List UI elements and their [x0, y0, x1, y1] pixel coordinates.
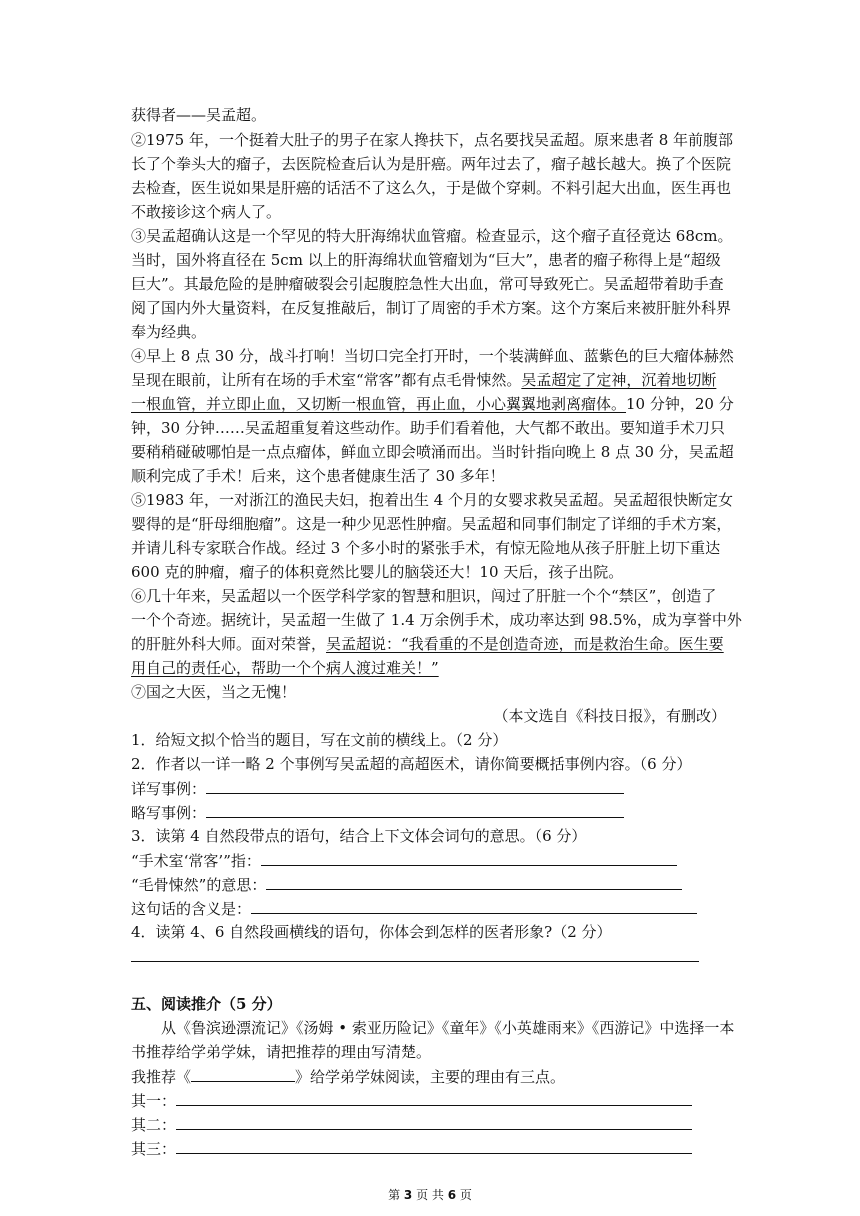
article-line: ⑥几十年来，吴孟超以一个医学科学家的智慧和胆识，闯过了肝脏一个个“禁区”，创造了	[131, 587, 717, 605]
answer-line	[131, 1090, 692, 1111]
recommend-prefix: 我推荐《	[131, 1068, 192, 1086]
answer-line	[131, 946, 699, 967]
article-line	[131, 394, 734, 414]
section-5-intro: 从《鲁滨逊漂流记》《汤姆 • 索亚历险记》《童年》《小英雄雨来》《西游记》中选择一本	[161, 1019, 735, 1037]
article-line: 婴得的是“肝母细胞瘤”。这是一种少见恶性肿瘤。吴孟超和同事们制定了详细的手术方案，	[131, 515, 732, 533]
recommend-suffix: 》给学弟学妹阅读，主要的理由有三点。	[295, 1068, 566, 1086]
answer-line	[131, 874, 682, 895]
dotted-phrase-text: 呈现在眼前，让所有在场的手术室“常客”都有点毛骨悚然。	[131, 371, 522, 389]
footer-text: 页	[456, 1188, 472, 1202]
section-5-intro: 书推荐给学弟学妹，请把推荐的理由写清楚。	[131, 1043, 432, 1061]
answer-label: 略写事例：	[131, 804, 207, 822]
article-line: 巨大”。其最危险的是肿瘤破裂会引起腹腔急性大出血，常可导致死亡。吴孟超带着助手查	[131, 275, 724, 293]
question-2: 2．作者以一详一略 2 个事例写吴孟超的高超医术，请你简要概括事例内容。（6 分）	[131, 755, 692, 773]
article-line: 要稍稍碰破哪怕是一点点瘤体，鲜血立即会喷涌而出。当时针指向晚上 8 点 30 分，吴孟超	[131, 443, 734, 461]
answer-line	[131, 802, 624, 823]
article-text: 10 分钟，20 分	[626, 395, 734, 413]
answer-line	[131, 850, 677, 871]
section-5-heading: 五、阅读推介（5 分）	[131, 995, 282, 1013]
article-line: 600 克的肿瘤，瘤子的体积竟然比婴儿的脑袋还大！10 天后，孩子出院。	[131, 563, 624, 581]
question-4: 4．读第 4、6 自然段画横线的语句，你体会到怎样的医者形象?（2 分）	[131, 923, 612, 941]
article-line	[131, 658, 439, 678]
page-number: 3	[403, 1188, 413, 1202]
article-source: （本文选自《科技日报》，有删改）	[493, 707, 726, 725]
article-line: 获得者——吴孟超。	[131, 106, 267, 124]
article-line: 当时，国外将直径在 5cm 以上的肝海绵状血管瘤划为“巨大”，患者的瘤子称得上是“超级	[131, 251, 721, 269]
question-1: 1．给短文拟个恰当的题目，写在文前的横线上。（2 分）	[131, 731, 508, 749]
article-line: ⑦国之大医，当之无愧！	[131, 683, 297, 701]
answer-blank[interactable]	[131, 946, 699, 962]
answer-line	[131, 778, 624, 799]
answer-blank[interactable]	[176, 1090, 692, 1106]
article-line	[131, 634, 724, 654]
underlined-sentence: 一根血管，并立即止血，又切断一根血管，再止血，小心翼翼地剥离瘤体。	[131, 395, 627, 413]
underlined-sentence: 用自己的责任心，帮助一个个病人渡过难关！”	[131, 659, 439, 677]
answer-label: 其三：	[131, 1140, 177, 1158]
answer-label: “毛骨悚然”的意思：	[131, 876, 267, 894]
article-line: 长了个拳头大的瘤子，去医院检查后认为是肝癌。两年过去了，瘤子越长越大。换了个医院	[131, 155, 732, 173]
article-line: 一个个奇迹。据统计，吴孟超一生做了 1.4 万余例手术，成功率达到 98.5%，成为享誉中外	[131, 611, 742, 629]
article-line: 奉为经典。	[131, 323, 207, 341]
article-line	[131, 370, 716, 390]
article-line: ④早上 8 点 30 分，战斗打响！当切口完全打开时，一个装满鲜血、蓝紫色的巨大瘤体赫然	[131, 347, 734, 365]
article-line: 阅了国内外大量资料，在反复推敲后，制订了周密的手术方案。这个方案后来被肝脏外科界	[131, 299, 732, 317]
answer-blank[interactable]	[176, 1114, 692, 1130]
answer-label: 其一：	[131, 1092, 177, 1110]
book-title-blank[interactable]	[191, 1066, 295, 1082]
answer-label: 详写事例：	[131, 780, 207, 798]
article-line: ③吴孟超确认这是一个罕见的特大肝海绵状血管瘤。检查显示，这个瘤子直径竟达 68cm。	[131, 227, 733, 245]
article-line: 并请儿科专家联合作战。经过 3 个多小时的紧张手术，有惊无险地从孩子肝脏上切下重达	[131, 539, 721, 557]
article-line: 不敢接诊这个病人了。	[131, 203, 282, 221]
underlined-sentence: 吴孟超定了定神，沉着地切断	[521, 371, 717, 389]
answer-blank[interactable]	[206, 778, 624, 794]
article-line: ②1975 年，一个挺着大肚子的男子在家人搀扶下，点名要找吴孟超。原来患者 8 年前腹部	[131, 131, 734, 149]
page-footer	[0, 1186, 860, 1203]
answer-blank[interactable]	[176, 1138, 692, 1154]
recommend-line	[131, 1066, 565, 1087]
answer-line	[131, 898, 697, 919]
article-line: 钟，30 分钟……吴孟超重复着这些动作。助手们看着他，大气都不敢出。要知道手术刀只	[131, 419, 725, 437]
article-text: 的肝脏外科大师。面对荣誉，	[131, 635, 327, 653]
question-3: 3．读第 4 自然段带点的语句，结合上下文体会词句的意思。（6 分）	[131, 827, 587, 845]
answer-blank[interactable]	[266, 874, 682, 890]
answer-blank[interactable]	[206, 802, 624, 818]
answer-label: 这句话的含义是：	[131, 900, 252, 918]
footer-text: 第	[388, 1188, 404, 1202]
page-total: 6	[447, 1188, 457, 1202]
answer-blank[interactable]	[261, 850, 677, 866]
answer-label: “手术室‘常客’”指：	[131, 852, 261, 870]
answer-line	[131, 1138, 692, 1159]
answer-label: 其二：	[131, 1116, 177, 1134]
answer-blank[interactable]	[251, 898, 697, 914]
answer-line	[131, 1114, 692, 1135]
article-line: ⑤1983 年，一对浙江的渔民夫妇，抱着出生 4 个月的女婴求救吴孟超。吴孟超很快断定女	[131, 491, 734, 509]
article-line: 去检查，医生说如果是肝癌的话活不了这么久，于是做个穿刺。不料引起大出血，医生再也	[131, 179, 732, 197]
article-line: 顺利完成了手术！后来，这个患者健康生活了 30 多年！	[131, 467, 505, 485]
underlined-sentence: 吴孟超说：“我看重的不是创造奇迹，而是救治生命。医生要	[326, 635, 724, 653]
footer-text: 页 共	[412, 1188, 448, 1202]
